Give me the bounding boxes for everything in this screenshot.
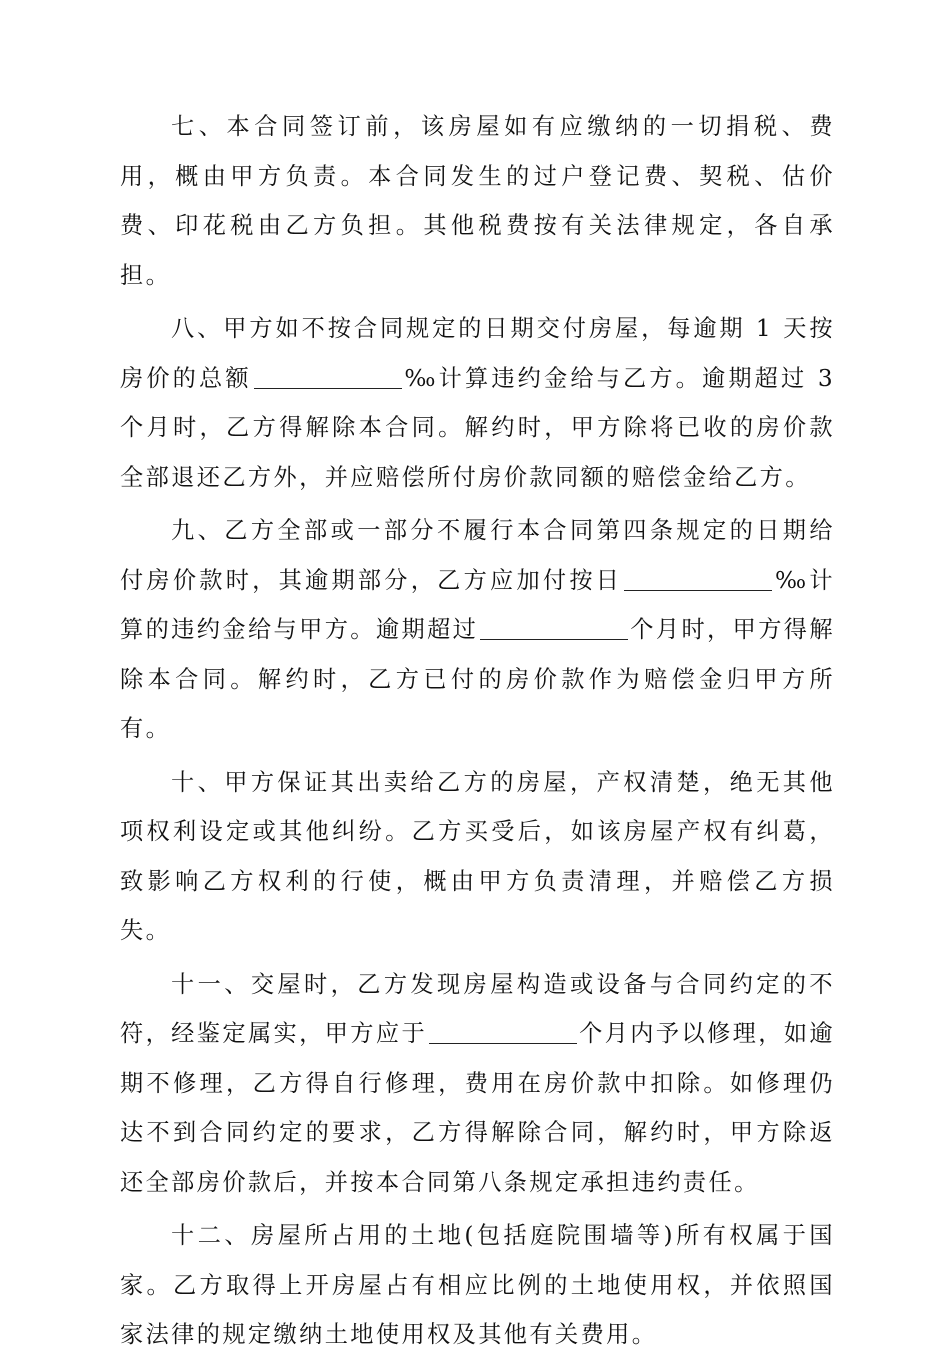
blank-fill-line[interactable] [480,613,628,640]
blank-fill-line[interactable] [624,564,772,591]
clause-9-text-part3: 个月时，甲方得解除本合同。解约时，乙方已付的房价款作为赔偿金归甲方所有。 [120,616,835,742]
clause-8-text-part1: 八、甲方如不按合同规定的日期交付房屋，每逾期 1 天按房价的总额 [120,315,835,392]
clause-8-text-part2: ‰计算违约金给与乙方。逾期超过 3 个月时，乙方得解除本合同。解约时，甲方除将已收的房价款全部退还乙方外，并应赔偿所付房价款同额的赔偿金给乙方。 [120,364,835,491]
clause-10-paragraph [120,758,835,956]
clause-12-text: 十二、房屋所占用的土地(包括庭院围墙等)所有权属于国家。乙方取得上开房屋占有相应比例的土地使用权，并依照国家法律的规定缴纳土地使用权及其他有关费用。 [120,1222,835,1348]
clause-11-text-part2: 个月内予以修理，如逾期不修理，乙方得自行修理，费用在房价款中扣除。如修理仍达不到合同约定的要求，乙方得解除合同，解约时，甲方除返还全部房价款后，并按本合同第八条规定承担违约责任。 [120,1020,835,1196]
document-page [120,102,835,1360]
clause-8-paragraph [120,304,835,502]
clause-7-paragraph [120,102,835,300]
clause-9-paragraph [120,506,835,754]
blank-fill-line[interactable] [429,1017,577,1044]
clause-11-paragraph [120,960,835,1208]
clause-7-text: 七、本合同签订前，该房屋如有应缴纳的一切捐税、费用，概由甲方负责。本合同发生的过户登记费、契税、估价费、印花税由乙方负担。其他税费按有关法律规定，各自承担。 [120,113,835,289]
clause-10-text: 十、甲方保证其出卖给乙方的房屋，产权清楚，绝无其他项权利设定或其他纠纷。乙方买受后，如该房屋产权有纠葛，致影响乙方权利的行使，概由甲方负责清理，并赔偿乙方损失。 [120,768,835,944]
clause-9-text-part2: ‰计算的违约金给与甲方。逾期超过 [120,566,835,643]
clause-12-paragraph [120,1211,835,1360]
clause-9-text-part1: 九、乙方全部或一部分不履行本合同第四条规定的日期给付房价款时，其逾期部分，乙方应加付按日 [120,517,835,594]
clause-11-text-part1: 十一、交屋时，乙方发现房屋构造或设备与合同约定的不符，经鉴定属实，甲方应于 [120,970,835,1047]
blank-fill-line[interactable] [254,362,402,389]
